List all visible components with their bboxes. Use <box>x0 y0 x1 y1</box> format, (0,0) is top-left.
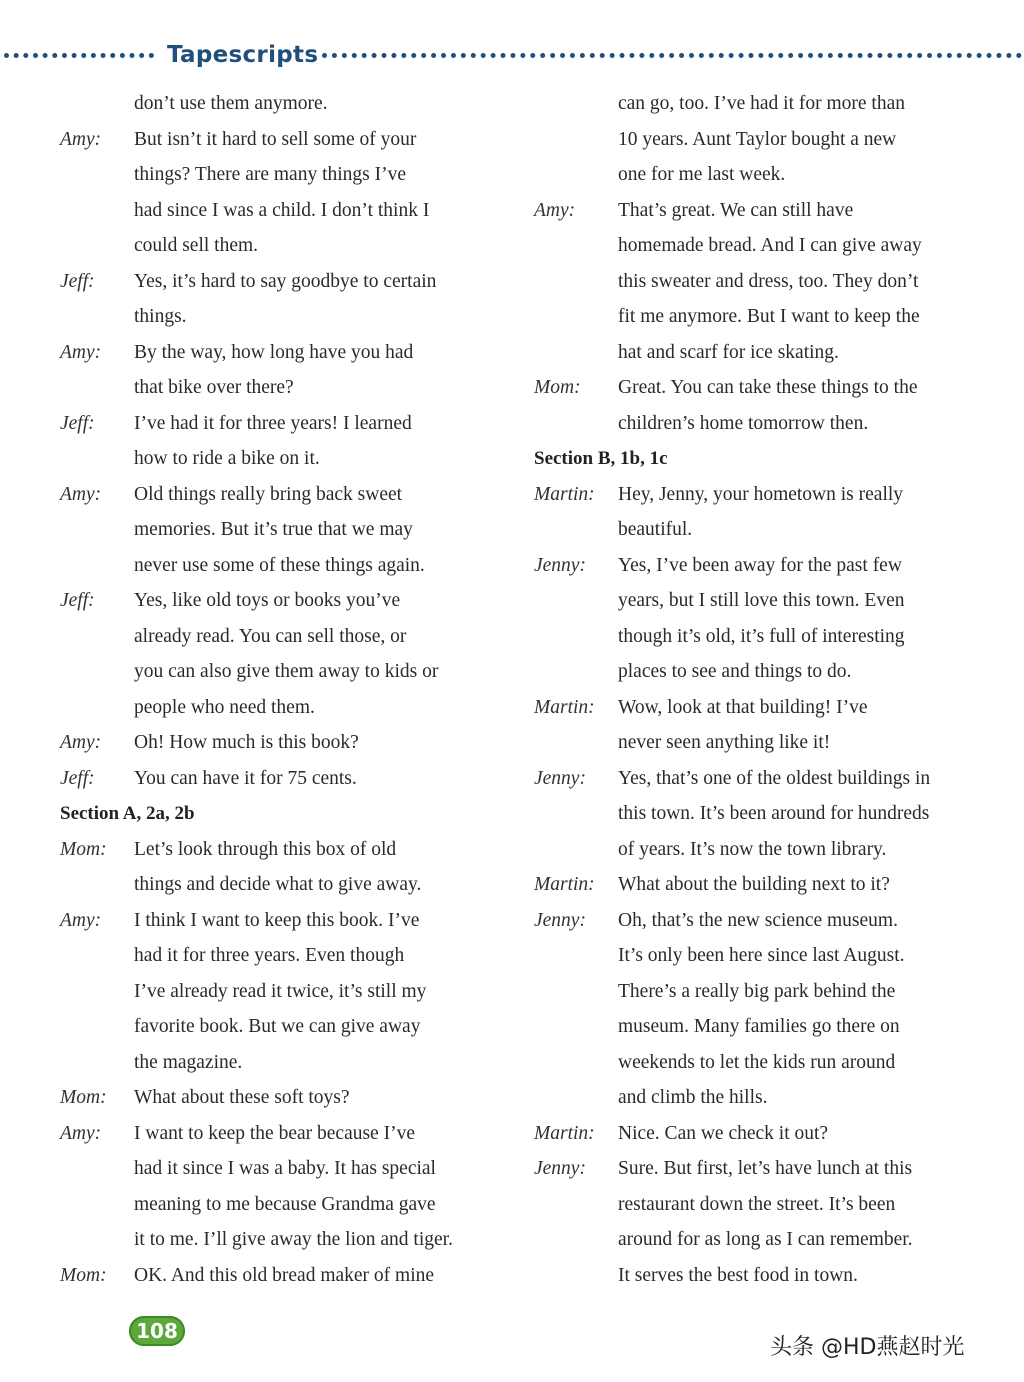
dialogue-text: By the way, how long have you had <box>134 341 414 363</box>
script-line <box>534 1045 994 1081</box>
script-line <box>60 761 510 797</box>
dialogue-text: children’s home tomorrow then. <box>618 412 869 434</box>
dialogue-text: already read. You can sell those, or <box>134 625 407 647</box>
script-line <box>534 228 994 264</box>
dialogue-text: things. <box>134 306 187 327</box>
script-line <box>60 264 510 300</box>
script-line <box>534 370 994 406</box>
dialogue-text: it to me. I’ll give away the lion and tiger. <box>134 1229 453 1250</box>
dialogue-text: years, but I still love this town. Even <box>618 590 905 611</box>
script-line <box>534 548 994 584</box>
speaker-label: Amy: <box>60 909 102 931</box>
dialogue-text: places to see and things to do. <box>618 661 852 682</box>
dialogue-text: Yes, like old toys or books you’ve <box>134 590 401 611</box>
script-line <box>534 903 994 939</box>
dialogue-text: had it since I was a baby. It has special <box>134 1158 436 1179</box>
speaker-label: Amy: <box>60 732 102 753</box>
dialogue-text: I think I want to keep this book. I’ve <box>134 909 420 931</box>
page-title: Tapescripts <box>167 42 319 68</box>
dialogue-text: Wow, look at that building! I’ve <box>618 696 868 718</box>
dialogue-text: OK. And this old bread maker of mine <box>134 1264 435 1286</box>
speaker-label: Mom: <box>60 838 107 860</box>
speaker-label: Mom: <box>60 1087 107 1108</box>
dialogue-text: never use some of these things again. <box>134 554 425 576</box>
script-line <box>534 1258 994 1294</box>
dialogue-text: Yes, I’ve been away for the past few <box>618 554 902 576</box>
script-line <box>60 867 510 903</box>
speaker-label: Amy: <box>60 128 102 150</box>
page-header <box>0 38 1024 78</box>
script-line <box>534 654 994 690</box>
script-line <box>534 725 994 761</box>
dialogue-text: this town. It’s been around for hundreds <box>618 803 930 824</box>
dialogue-text: beautiful. <box>618 519 693 540</box>
speaker-label: Amy: <box>60 1122 102 1144</box>
script-line <box>60 157 510 193</box>
dialogue-text: It serves the best food in town. <box>618 1264 858 1286</box>
page-number-badge: 108 <box>129 1316 185 1346</box>
dialogue-text: of years. It’s now the town library. <box>618 838 887 860</box>
dialogue-text: Let’s look through this box of old <box>134 838 397 860</box>
script-line <box>534 193 994 229</box>
script-line <box>534 1116 994 1152</box>
script-line <box>534 512 994 548</box>
dialogue-text: Sure. But first, let’s have lunch at this <box>618 1158 913 1179</box>
script-line <box>60 1045 510 1081</box>
dialogue-text: Yes, it’s hard to say goodbye to certain <box>134 270 437 292</box>
script-line <box>60 406 510 442</box>
dialogue-text: things and decide what to give away. <box>134 874 422 895</box>
script-line <box>60 335 510 371</box>
dialogue-text: and climb the hills. <box>618 1087 768 1108</box>
header-dots-left <box>4 53 154 58</box>
script-line <box>534 1151 994 1187</box>
section-heading: Section A, 2a, 2b <box>60 803 195 824</box>
dialogue-text: things? There are many things I’ve <box>134 164 407 185</box>
script-line <box>534 1187 994 1223</box>
script-line <box>60 619 510 655</box>
dialogue-text: you can also give them away to kids or <box>134 661 439 682</box>
script-line <box>60 654 510 690</box>
script-line <box>60 1009 510 1045</box>
dialogue-text: had since I was a child. I don’t think I <box>134 199 430 221</box>
script-line <box>534 1009 994 1045</box>
dialogue-text: could sell them. <box>134 235 259 256</box>
script-line <box>60 1080 510 1116</box>
dialogue-text: Nice. Can we check it out? <box>618 1122 829 1144</box>
dialogue-text: What about the building next to it? <box>618 874 890 895</box>
dialogue-text: I’ve already read it twice, it’s still my <box>134 980 427 1002</box>
dialogue-text: the magazine. <box>134 1051 243 1073</box>
script-line <box>534 796 994 832</box>
script-line <box>60 477 510 513</box>
script-line <box>60 583 510 619</box>
script-line <box>534 1222 994 1258</box>
speaker-label: Jeff: <box>60 767 95 789</box>
dialogue-text: people who need them. <box>134 696 315 718</box>
script-line <box>534 122 994 158</box>
script-line <box>60 548 510 584</box>
script-line <box>60 1151 510 1187</box>
left-column <box>60 86 510 1293</box>
script-line <box>534 867 994 903</box>
script-line <box>534 938 994 974</box>
dialogue-text: around for as long as I can remember. <box>618 1229 913 1250</box>
section-heading: Section B, 1b, 1c <box>534 448 668 469</box>
script-line <box>534 690 994 726</box>
dialogue-text: Oh, that’s the new science museum. <box>618 909 898 931</box>
dialogue-text: this sweater and dress, too. They don’t <box>618 270 919 292</box>
dialogue-text: There’s a really big park behind the <box>618 980 896 1002</box>
dialogue-text: 10 years. Aunt Taylor bought a new <box>618 128 897 150</box>
dialogue-text: Oh! How much is this book? <box>134 732 359 753</box>
dialogue-text: memories. But it’s true that we may <box>134 519 413 540</box>
script-line <box>534 832 994 868</box>
dialogue-text: fit me anymore. But I want to keep the <box>618 306 920 327</box>
script-line <box>534 406 994 442</box>
dialogue-text: though it’s old, it’s full of interesting <box>618 625 905 647</box>
script-line <box>60 938 510 974</box>
speaker-label: Amy: <box>534 199 576 221</box>
speaker-label: Mom: <box>534 377 581 398</box>
script-line <box>534 299 994 335</box>
dialogue-text: You can have it for 75 cents. <box>134 767 357 789</box>
script-line <box>60 690 510 726</box>
dialogue-text: Great. You can take these things to the <box>618 377 918 398</box>
header-dots-right <box>322 53 1022 58</box>
dialogue-text: can go, too. I’ve had it for more than <box>618 93 905 114</box>
dialogue-text: That’s great. We can still have <box>618 199 854 221</box>
speaker-label: Amy: <box>60 483 102 505</box>
speaker-label: Jeff: <box>60 412 95 434</box>
script-line <box>534 264 994 300</box>
dialogue-text: What about these soft toys? <box>134 1087 350 1108</box>
script-line <box>60 228 510 264</box>
dialogue-text: weekends to let the kids run around <box>618 1051 896 1073</box>
script-line <box>534 583 994 619</box>
script-line <box>60 974 510 1010</box>
dialogue-text: how to ride a bike on it. <box>134 448 320 469</box>
dialogue-text: never seen anything like it! <box>618 732 831 753</box>
dialogue-text: one for me last week. <box>618 164 786 185</box>
speaker-label: Martin: <box>534 1122 595 1144</box>
script-line <box>60 512 510 548</box>
speaker-label: Martin: <box>534 696 595 718</box>
watermark: 头条 @HD燕赵时光 <box>770 1335 965 1360</box>
script-line <box>534 1080 994 1116</box>
script-line <box>60 86 510 122</box>
speaker-label: Amy: <box>60 341 102 363</box>
script-line <box>60 1187 510 1223</box>
dialogue-text: favorite book. But we can give away <box>134 1016 421 1037</box>
script-line <box>534 157 994 193</box>
script-line <box>534 619 994 655</box>
speaker-label: Jeff: <box>60 270 95 292</box>
script-line <box>60 441 510 477</box>
dialogue-text: I want to keep the bear because I’ve <box>134 1122 415 1144</box>
dialogue-text: that bike over there? <box>134 377 294 398</box>
speaker-label: Mom: <box>60 1264 107 1286</box>
dialogue-text: museum. Many families go there on <box>618 1016 900 1037</box>
dialogue-text: But isn’t it hard to sell some of your <box>134 128 417 150</box>
script-line <box>60 1222 510 1258</box>
script-line <box>60 725 510 761</box>
dialogue-text: Old things really bring back sweet <box>134 483 403 505</box>
script-line <box>60 193 510 229</box>
script-line <box>534 86 994 122</box>
dialogue-text: Yes, that’s one of the oldest buildings in <box>618 767 931 789</box>
right-column <box>534 86 994 1293</box>
speaker-label: Jenny: <box>534 1158 586 1179</box>
dialogue-text: homemade bread. And I can give away <box>618 235 922 256</box>
speaker-label: Jeff: <box>60 590 95 611</box>
script-line <box>60 122 510 158</box>
script-line <box>60 299 510 335</box>
dialogue-text: meaning to me because Grandma gave <box>134 1193 436 1215</box>
dialogue-text: It’s only been here since last August. <box>618 945 905 966</box>
script-line <box>60 903 510 939</box>
dialogue-text: restaurant down the street. It’s been <box>618 1193 896 1215</box>
dialogue-text: Hey, Jenny, your hometown is really <box>618 483 904 505</box>
dialogue-text: I’ve had it for three years! I learned <box>134 412 412 434</box>
speaker-label: Martin: <box>534 483 595 505</box>
script-line <box>534 477 994 513</box>
script-line <box>60 370 510 406</box>
script-line <box>534 974 994 1010</box>
script-line <box>60 1258 510 1294</box>
dialogue-text: had it for three years. Even though <box>134 945 405 966</box>
speaker-label: Jenny: <box>534 554 586 576</box>
speaker-label: Martin: <box>534 874 595 895</box>
script-line <box>534 761 994 797</box>
script-line <box>60 1116 510 1152</box>
dialogue-text: hat and scarf for ice skating. <box>618 341 839 363</box>
script-line <box>534 335 994 371</box>
speaker-label: Jenny: <box>534 767 586 789</box>
dialogue-text: don’t use them anymore. <box>134 93 328 114</box>
script-line <box>60 832 510 868</box>
speaker-label: Jenny: <box>534 909 586 931</box>
